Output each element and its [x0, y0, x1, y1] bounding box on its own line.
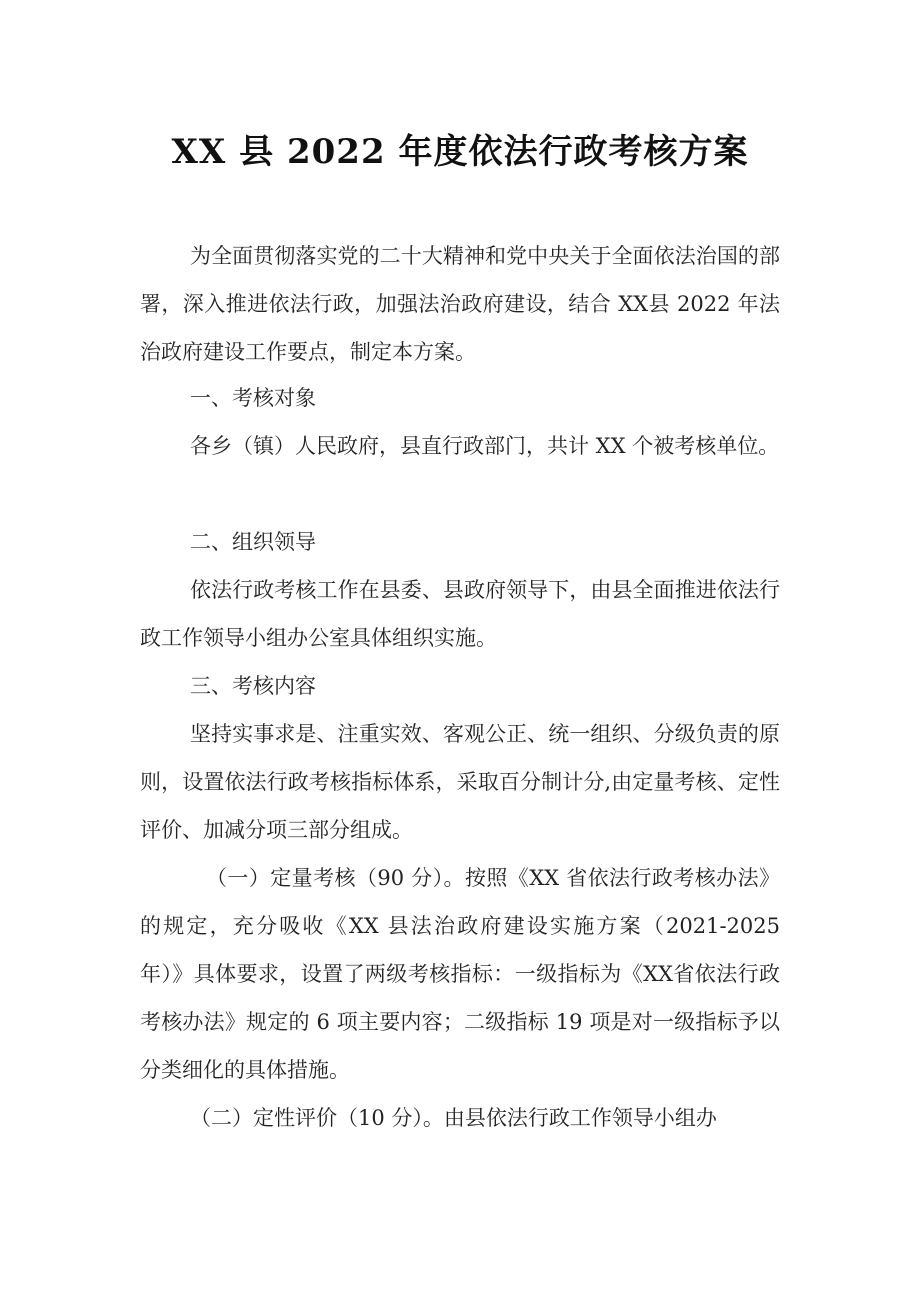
subsection-qualitative: （二）定性评价（10 分）。由县依法行政工作领导小组办	[190, 1106, 717, 1130]
section-body-leadership: 依法行政考核工作在县委、县政府领导下，由县全面推进依法行政工作领导小组办公室具体组织实施。	[140, 578, 780, 650]
subsection-quantitative: （一）定量考核（90 分）。按照《XX 省依法行政考核办法》的规定，充分吸收《XX 县法治政府建设实施方案（2021-2025 年）》具体要求，设置了两级考核指标：一级指标为《XX省依法行政考核办法》规定的 6 项主要内容；二级指标 19 项是对一级指标予以分类细化的具体措施。	[140, 866, 787, 1082]
section-heading-targets: 一、考核对象	[190, 386, 316, 410]
document-title: XX 县 2022 年度依法行政考核方案	[171, 132, 749, 172]
section-heading-content: 三、考核内容	[190, 674, 316, 698]
section-heading-leadership: 二、组织领导	[190, 530, 316, 554]
intro-paragraph: 为全面贯彻落实党的二十大精神和党中央关于全面依法治国的部署，深入推进依法行政，加强法治政府建设，结合 XX县 2022 年法治政府建设工作要点，制定本方案。	[140, 244, 780, 364]
section-body-content: 坚持实事求是、注重实效、客观公正、统一组织、分级负责的原则，设置依法行政考核指标体系，采取百分制计分,由定量考核、定性评价、加减分项三部分组成。	[140, 722, 780, 842]
section-body-targets: 各乡（镇）人民政府，县直行政部门，共计 XX 个被考核单位。	[190, 434, 780, 458]
